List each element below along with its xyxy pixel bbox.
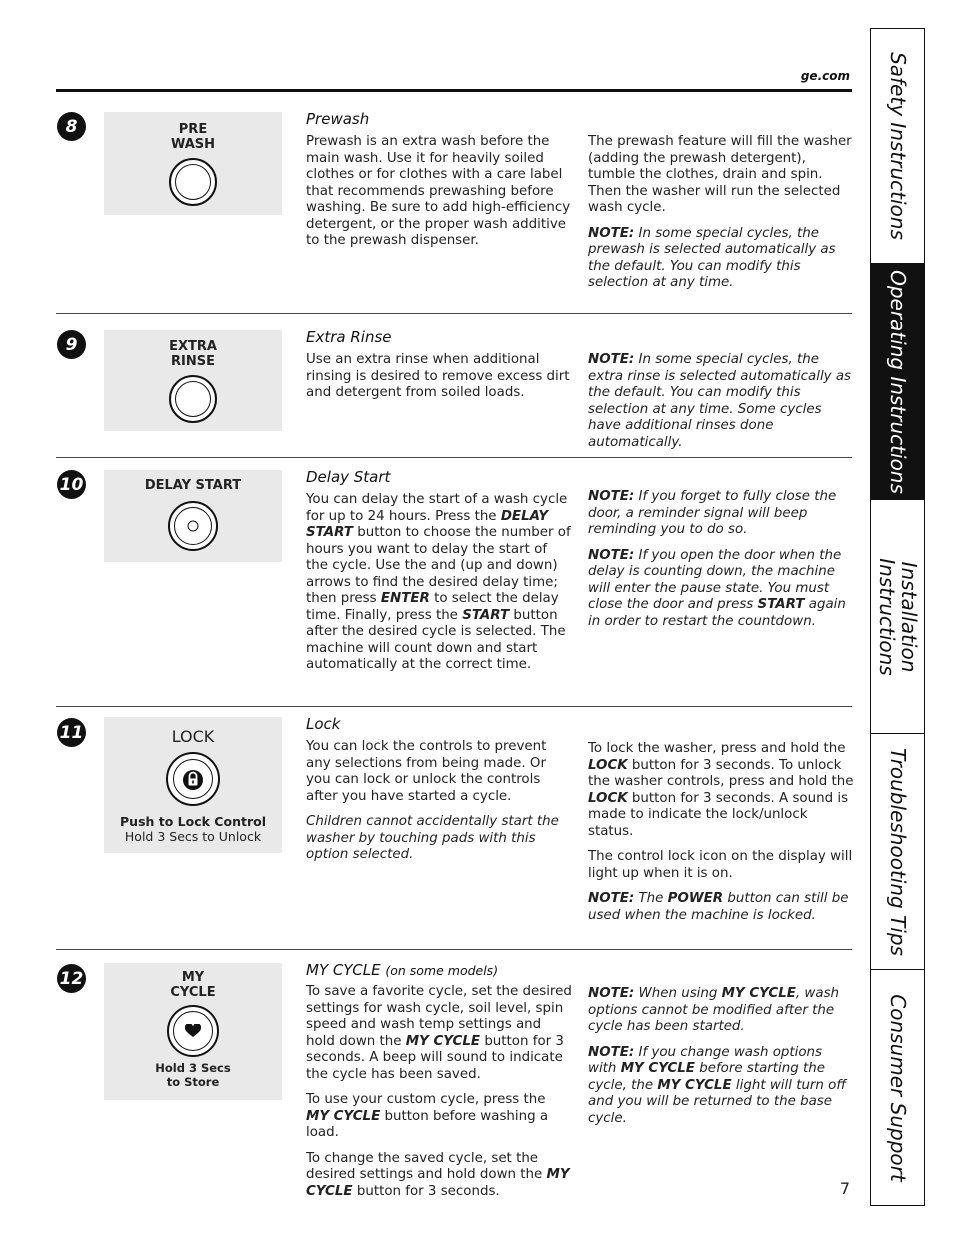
lock-right-b: LOCK [588,757,628,773]
lock-note-c: button can still be used when the machine is locked. [588,891,849,923]
lock-note [588,891,854,924]
my-cycle-note2-d: MY CYCLE [657,1077,732,1093]
section-number-prewash: 8 [57,112,86,141]
lock-note-label: NOTE: [588,891,635,906]
prewash-button[interactable] [169,158,217,206]
extra-rinse-panel-label-line2: RINSE [171,354,215,369]
my-cycle-control-panel [104,963,282,1100]
my-cycle-note-2 [588,1045,854,1128]
tab-consumer-support[interactable] [871,970,924,1205]
delay-start-note1-text: If you forget to fully close the door, a reminder signal will beep reminding you to do so. [588,489,837,537]
my-cycle-note2-c: before starting the cycle, the [588,1061,825,1093]
delay-start-text-f: START [462,607,510,623]
tab-label: Troubleshooting Tips [885,747,910,956]
prewash-panel-label-line2: WASH [170,137,216,152]
prewash-details [588,134,854,301]
my-cycle-p2-a: To use your custom cycle, press the [306,1092,546,1107]
extra-rinse-control-panel [104,330,282,431]
my-cycle-note1-a: When using [638,986,718,1001]
delay-start-text-d: ENTER [380,591,430,606]
my-cycle-p3-c: button for 3 seconds. [356,1183,500,1199]
heart-icon [185,1024,201,1038]
section-divider [56,457,852,458]
extra-rinse-panel-label-line1: EXTRA [169,339,217,354]
prewash-panel-label-line1: PRE [178,122,208,137]
my-cycle-description [306,984,572,1209]
lock-note-a: The [638,891,664,906]
my-cycle-note1-c: , wash options cannot be modified after the cycle has been started. [588,986,840,1034]
extra-rinse-note-text: In some special cycles, the extra rinse is selected automatically as the default. You can modify this selection at any time. Some cycles have additional rinses done automatically. [588,352,852,450]
my-cycle-panel-sub2: to Store [166,1075,220,1089]
lock-panel-sub1: Push to Lock Control [120,814,266,829]
section-divider [56,706,852,707]
tab-label: Operating Instructions [885,269,910,494]
delay-start-panel-label: DELAY START [144,478,242,493]
section-divider [56,949,852,950]
prewash-note-text: In some special cycles, the prewash is selected automatically as the default. You can modify this selection at any time. [588,225,836,290]
my-cycle-panel-label-line1: MY [181,970,205,985]
tab-operating-instructions[interactable] [871,264,924,500]
section-number-lock: 11 [57,718,86,747]
extra-rinse-note-label: NOTE: [588,352,635,367]
my-cycle-panel-sub1: Hold 3 Secs [155,1061,231,1075]
delay-start-text-g: button after the desired cycle is selected. The machine will count down and start automatically at the correct time. [306,607,566,672]
tab-label: Consumer Support [885,993,910,1182]
delay-start-note2-label: NOTE: [588,547,635,563]
lock-title: Lock [306,715,341,733]
header-rule [56,89,852,92]
lock-left-text: You can lock the controls to prevent any selections from being made. Or you can lock or unlock the controls after you have started a cycle. [306,739,547,804]
lock-right-c: button for 3 seconds. To unlock the washer controls, press and hold the [588,757,854,789]
my-cycle-note1-label: NOTE: [588,986,635,1001]
tab-label-wrap [876,558,920,675]
my-cycle-panel-label-line2: CYCLE [170,985,216,1000]
lock-right-e: button for 3 seconds. A sound is made to indicate the lock/unlock status. [588,790,849,839]
delay-start-text-c: button to choose the number of hours you want to delay the start of the cycle. Use the and (up and down) arrows to find the desired delay time; then press [306,525,571,606]
prewash-right-text: The prewash feature will fill the washer (adding the prewash detergent), tumble the clothes, drain and spin. Then the washer will run the selected wash cycle. [588,134,852,215]
tab-safety-instructions[interactable] [871,29,924,264]
site-url: ge.com [800,69,850,83]
my-cycle-p2-c: button before washing a load. [306,1108,549,1140]
my-cycle-title-text: MY CYCLE [306,961,381,979]
extra-rinse-button[interactable] [169,375,217,423]
section-number-delay-start: 10 [57,470,86,499]
lock-panel-label: LOCK [171,727,215,746]
my-cycle-note1-b: MY CYCLE [721,986,796,1001]
padlock-icon [182,767,204,791]
delay-start-note-1 [588,489,854,539]
prewash-button-ring [175,164,211,200]
tab-label: Safety Instructions [885,52,910,240]
my-cycle-note-1 [588,986,854,1036]
prewash-description [306,134,572,259]
delay-start-title: Delay Start [306,468,391,486]
lock-panel-sub2: Hold 3 Secs to Unlock [124,829,262,844]
prewash-note-label: NOTE: [588,225,635,241]
tab-label-line2: Instructions [874,557,899,676]
delay-start-text-a: You can delay the start of a wash cycle for up to 24 hours. Press the [306,492,568,524]
page-number: 7 [839,1179,850,1198]
prewash-title: Prewash [306,110,370,128]
lock-left-italic: Children cannot accidentally start the washer by touching pads with this option selected. [306,814,559,862]
delay-start-text-b: DELAY START [306,508,549,540]
tab-troubleshooting-tips[interactable] [871,734,924,970]
delay-start-description [306,492,572,683]
section-tabs [870,28,925,1206]
my-cycle-note2-b: MY CYCLE [620,1061,695,1076]
section-number-my-cycle: 12 [57,964,86,993]
my-cycle-p2-b: MY CYCLE [306,1108,381,1124]
extra-rinse-details [588,352,854,460]
delay-start-note2-b: START [757,597,805,612]
my-cycle-note2-label: NOTE: [588,1044,635,1060]
delay-start-button[interactable] [168,501,218,551]
lock-right-d: LOCK [588,790,628,806]
section-number-extra-rinse: 9 [57,330,86,359]
my-cycle-p1-a: To save a favorite cycle, set the desired settings for wash cycle, soil level, spin speed and wash temp settings and hold down the [306,984,572,1049]
extra-rinse-description [306,352,572,411]
section-divider [56,313,852,314]
my-cycle-p1-c: button for 3 seconds. A beep will sound to indicate the cycle has been saved. [306,1033,564,1082]
extra-rinse-title: Extra Rinse [306,328,392,346]
tab-installation-instructions[interactable] [871,500,924,734]
my-cycle-p3-b: MY CYCLE [306,1167,570,1199]
delay-start-note2-a: If you open the door when the delay is counting down, the machine will enter the pause state. You must close the door and press [588,547,842,612]
prewash-note [588,226,854,292]
lock-note-b: POWER [667,891,724,906]
lock-details [588,741,854,933]
my-cycle-title-suffix: (on some models) [385,963,499,978]
delay-start-text-e: to select the delay time. Finally, press the [306,591,559,623]
my-cycle-note2-a: If you change wash options with [588,1044,823,1076]
extra-rinse-note [588,352,854,451]
prewash-left-text: Prewash is an extra wash before the main wash. Use it for heavily soiled clothes or for clothes with a care label that recommends prewashing before washing. Be sure to add high-efficiency detergent, or the proper wash additive to the prewash dispenser. [306,134,571,248]
my-cycle-title [306,961,498,979]
my-cycle-button[interactable] [167,1005,219,1057]
delay-start-note-2 [588,548,854,631]
my-cycle-p1-b: MY CYCLE [405,1033,481,1049]
lock-description [306,739,572,873]
lock-button[interactable] [166,752,220,806]
delay-start-control-panel [104,470,282,562]
my-cycle-p3-a: To change the saved cycle, set the desired settings and hold down the [306,1150,543,1182]
my-cycle-details [588,986,854,1136]
extra-rinse-left-text: Use an extra rinse when additional rinsing is desired to remove excess dirt and detergent from soiled loads. [306,352,570,400]
lock-control-panel [104,717,282,853]
lock-right-a: To lock the washer, press and hold the [588,741,846,756]
lock-right-p2: The control lock icon on the display will light up when it is on. [588,849,853,881]
extra-rinse-button-ring [175,381,211,417]
delay-start-details [588,489,854,639]
delay-start-note2-c: again in order to restart the countdown. [588,597,846,629]
delay-start-note1-label: NOTE: [588,489,635,504]
prewash-control-panel [104,112,282,215]
delay-start-center-dot [188,521,199,532]
tab-label-line1: Installation [896,561,921,672]
my-cycle-note2-e: light will turn off and you will be returned to the base cycle. [588,1077,847,1126]
